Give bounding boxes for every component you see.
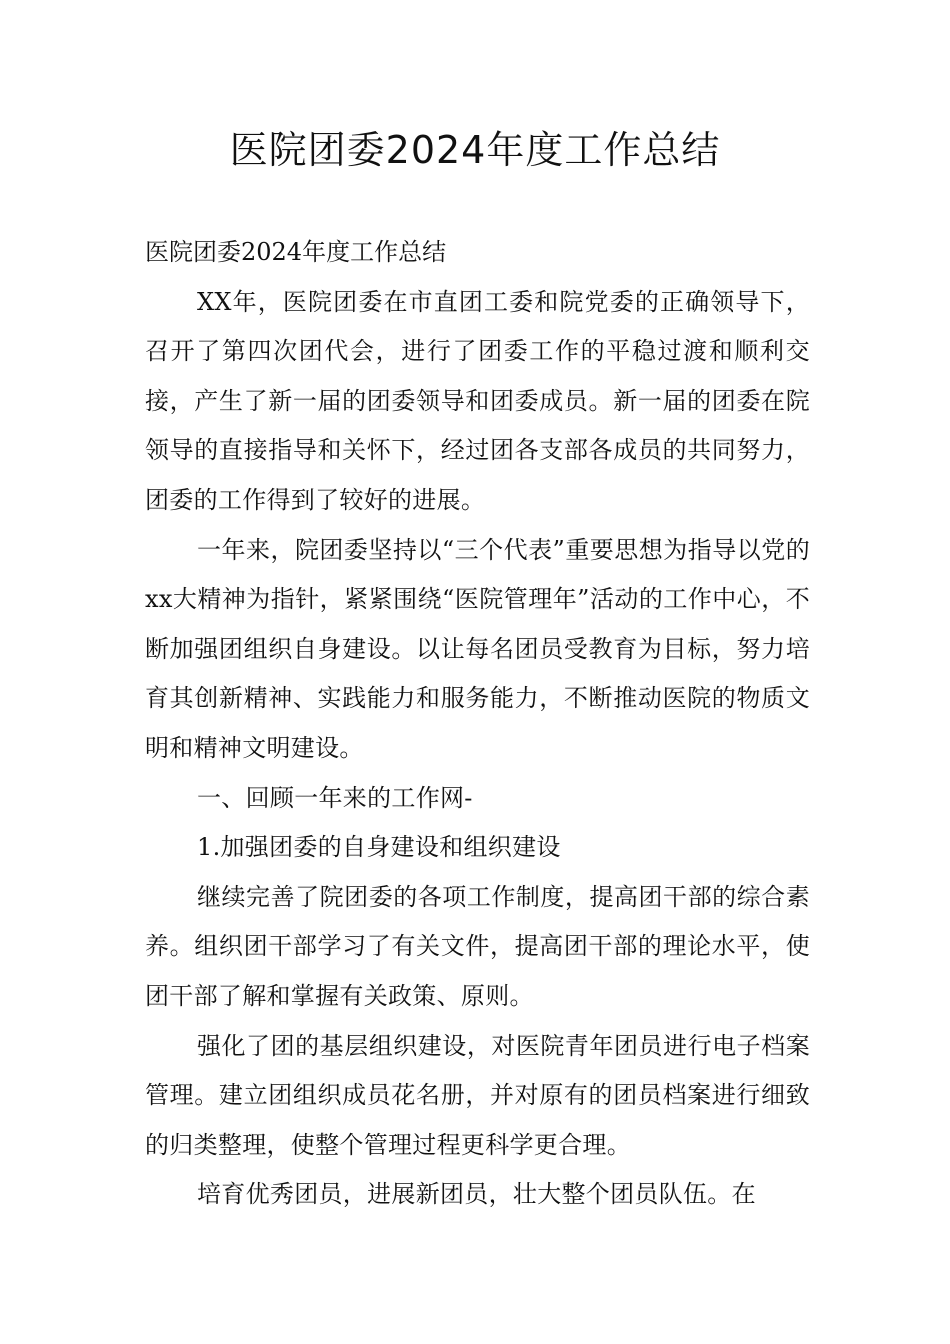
- section-heading: 一、回顾一年来的工作网-: [197, 783, 473, 812]
- paragraph-work-system: 继续完善了院团委的各项工作制度，提高团干部的综合素养。组织团干部学习了有关文件，提高团干部的理论水平，使团干部了解和掌握有关政策、原则。: [145, 882, 810, 1010]
- paragraph-intro: XX年，医院团委在市直团工委和院党委的正确领导下，召开了第四次团代会，进行了团委工作的平稳过渡和顺利交接，产生了新一届的团委领导和团委成员。新一届的团委在院领导的直接指导和关怀下，经过团各支部各成员的共同努力，团委的工作得到了较好的进展。: [145, 287, 810, 514]
- paragraph-organization: 强化了团的基层组织建设，对医院青年团员进行电子档案管理。建立团组织成员花名册，并对原有的团员档案进行细致的归类整理，使整个管理过程更科学更合理。: [145, 1031, 810, 1159]
- document-subtitle: 医院团委2024年度工作总结: [145, 238, 447, 266]
- paragraph-guiding-principle: 一年来，院团委坚持以“三个代表”重要思想为指导以党的xx大精神为指针，紧紧围绕“医院管理年”活动的工作中心，不断加强团组织自身建设。以让每名团员受教育为目标，努力培育其创新精神、实践能力和服务能力，不断推动医院的物质文明和精神文明建设。: [145, 535, 810, 762]
- document-title: 医院团委2024年度工作总结: [229, 128, 721, 172]
- document-body: [145, 228, 810, 1220]
- subsection-heading: 1.加强团委的自身建设和组织建设: [197, 833, 561, 862]
- paragraph-members: 培育优秀团员，进展新团员，壮大整个团员队伍。在: [197, 1180, 756, 1209]
